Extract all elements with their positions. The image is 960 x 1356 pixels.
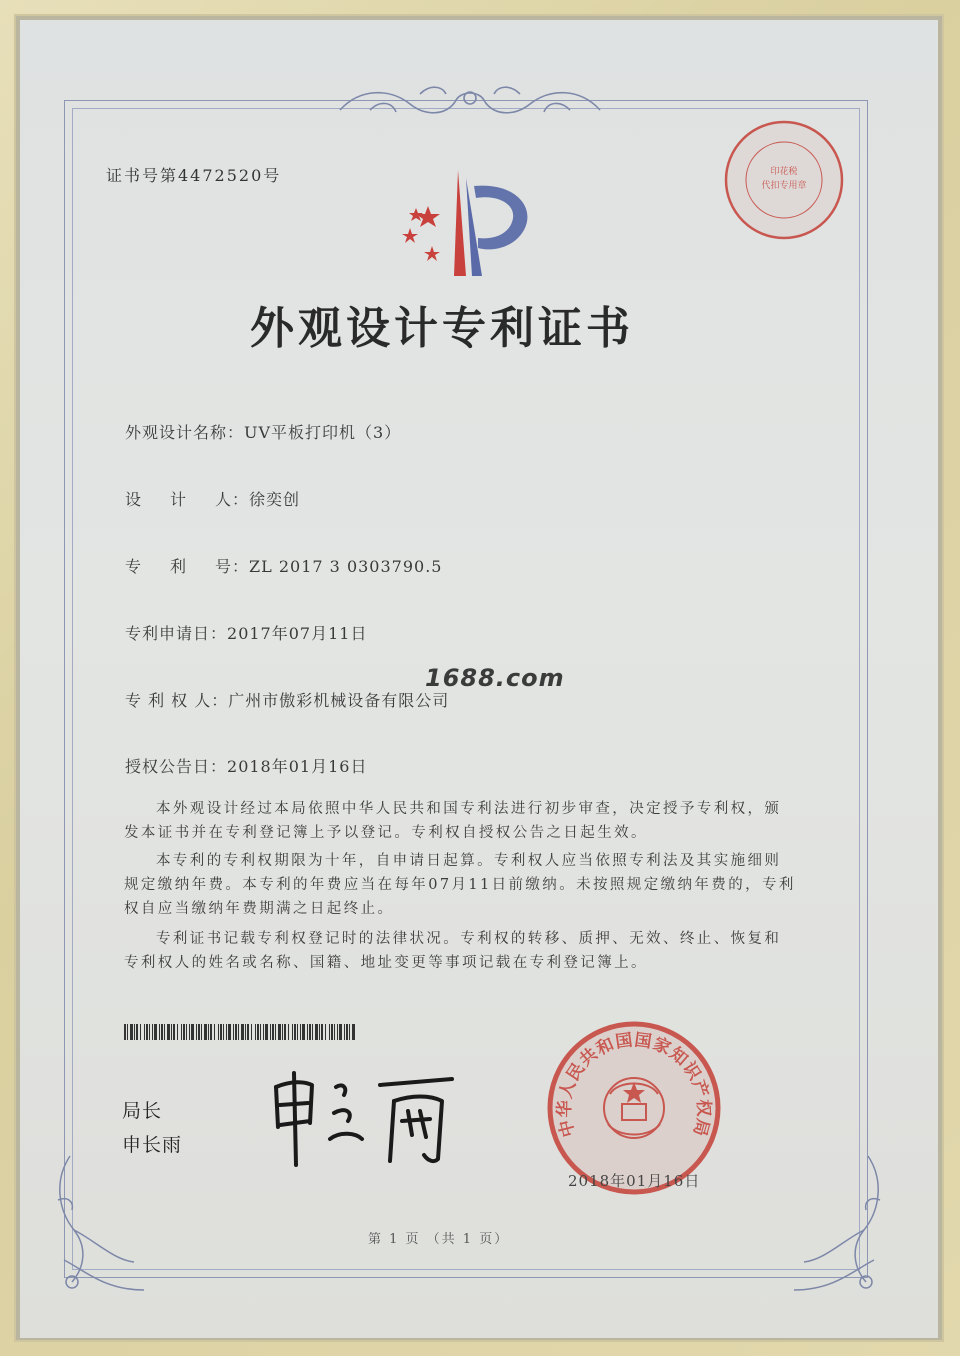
seal-date: 2018年01月16日 [568,1172,701,1190]
grant-date-field [125,754,367,777]
designer-label: 人： [215,490,250,509]
designer-label-char-1: 设 [125,490,143,509]
bottom-left-ornament-icon [44,1150,164,1300]
patent-number-value: ZL 2017 3 0303790.5 [249,557,443,576]
design-name-value: UV平板打印机（3） [244,423,402,442]
patent-no-label-char-2: 利 [170,557,188,576]
designer-field [125,487,300,510]
certificate-number: 证书号第4472520号 [106,166,282,185]
design-name-label: 外观设计名称： [125,423,245,442]
patent-office-logo-icon [396,168,546,280]
director-title: 局长 [122,1100,163,1122]
patentee-value: 广州市傲彩机械设备有限公司 [228,691,450,710]
director-signature [262,1065,472,1175]
seal-text: 中华人民共和国国家知识产权局 [554,1030,714,1140]
designer-value: 徐奕创 [249,490,301,509]
svg-text:印花税: 印花税 [770,167,798,177]
watermark-text: 1688.com [425,664,565,692]
filing-date-value: 2017年07月11日 [227,624,368,643]
patent-number-field [125,554,442,577]
grant-date-value: 2018年01月16日 [227,757,368,776]
design-name-field [125,420,401,443]
grant-date-label: 授权公告日： [125,757,228,776]
patent-no-label-char-1: 专 [125,557,143,576]
patentee-label: 专 利 权 人： [125,691,229,710]
director-name: 申长雨 [122,1134,183,1156]
patentee-field [125,688,449,711]
designer-label-char-2: 计 [170,490,188,509]
page-number: 第 1 页 （共 1 页） [368,1232,510,1247]
body-paragraph-1: 本外观设计经过本局依照中华人民共和国专利法进行初步审查，决定授予专利权，颁发本证书并在专利登记簿上予以登记。专利权自授权公告之日起生效。 [124,801,782,841]
body-paragraph-2: 本专利的专利权期限为十年，自申请日起算。专利权人应当依照专利法及其实施细则规定缴纳年费。本专利的年费应当在每年07月11日前缴纳。未按照规定缴纳年费的，专利权自应当缴纳年费期满之日起终止。 [124,853,796,917]
patent-no-label: 号： [215,557,250,576]
bottom-right-ornament-icon [774,1150,894,1300]
certificate-title: 外观设计专利证书 [250,303,634,354]
filing-date-field [125,621,367,644]
svg-text:代扣专用章: 代扣专用章 [761,181,807,191]
tax-stamp-seal [722,118,846,242]
barcode [124,1024,356,1040]
filing-date-label: 专利申请日： [125,624,228,643]
body-paragraph-3: 专利证书记载专利权登记时的法律状况。专利权的转移、质押、无效、终止、恢复和专利权人的姓名或名称、国籍、地址变更等事项记载在专利登记簿上。 [124,931,782,971]
top-ornament-icon [330,80,610,124]
